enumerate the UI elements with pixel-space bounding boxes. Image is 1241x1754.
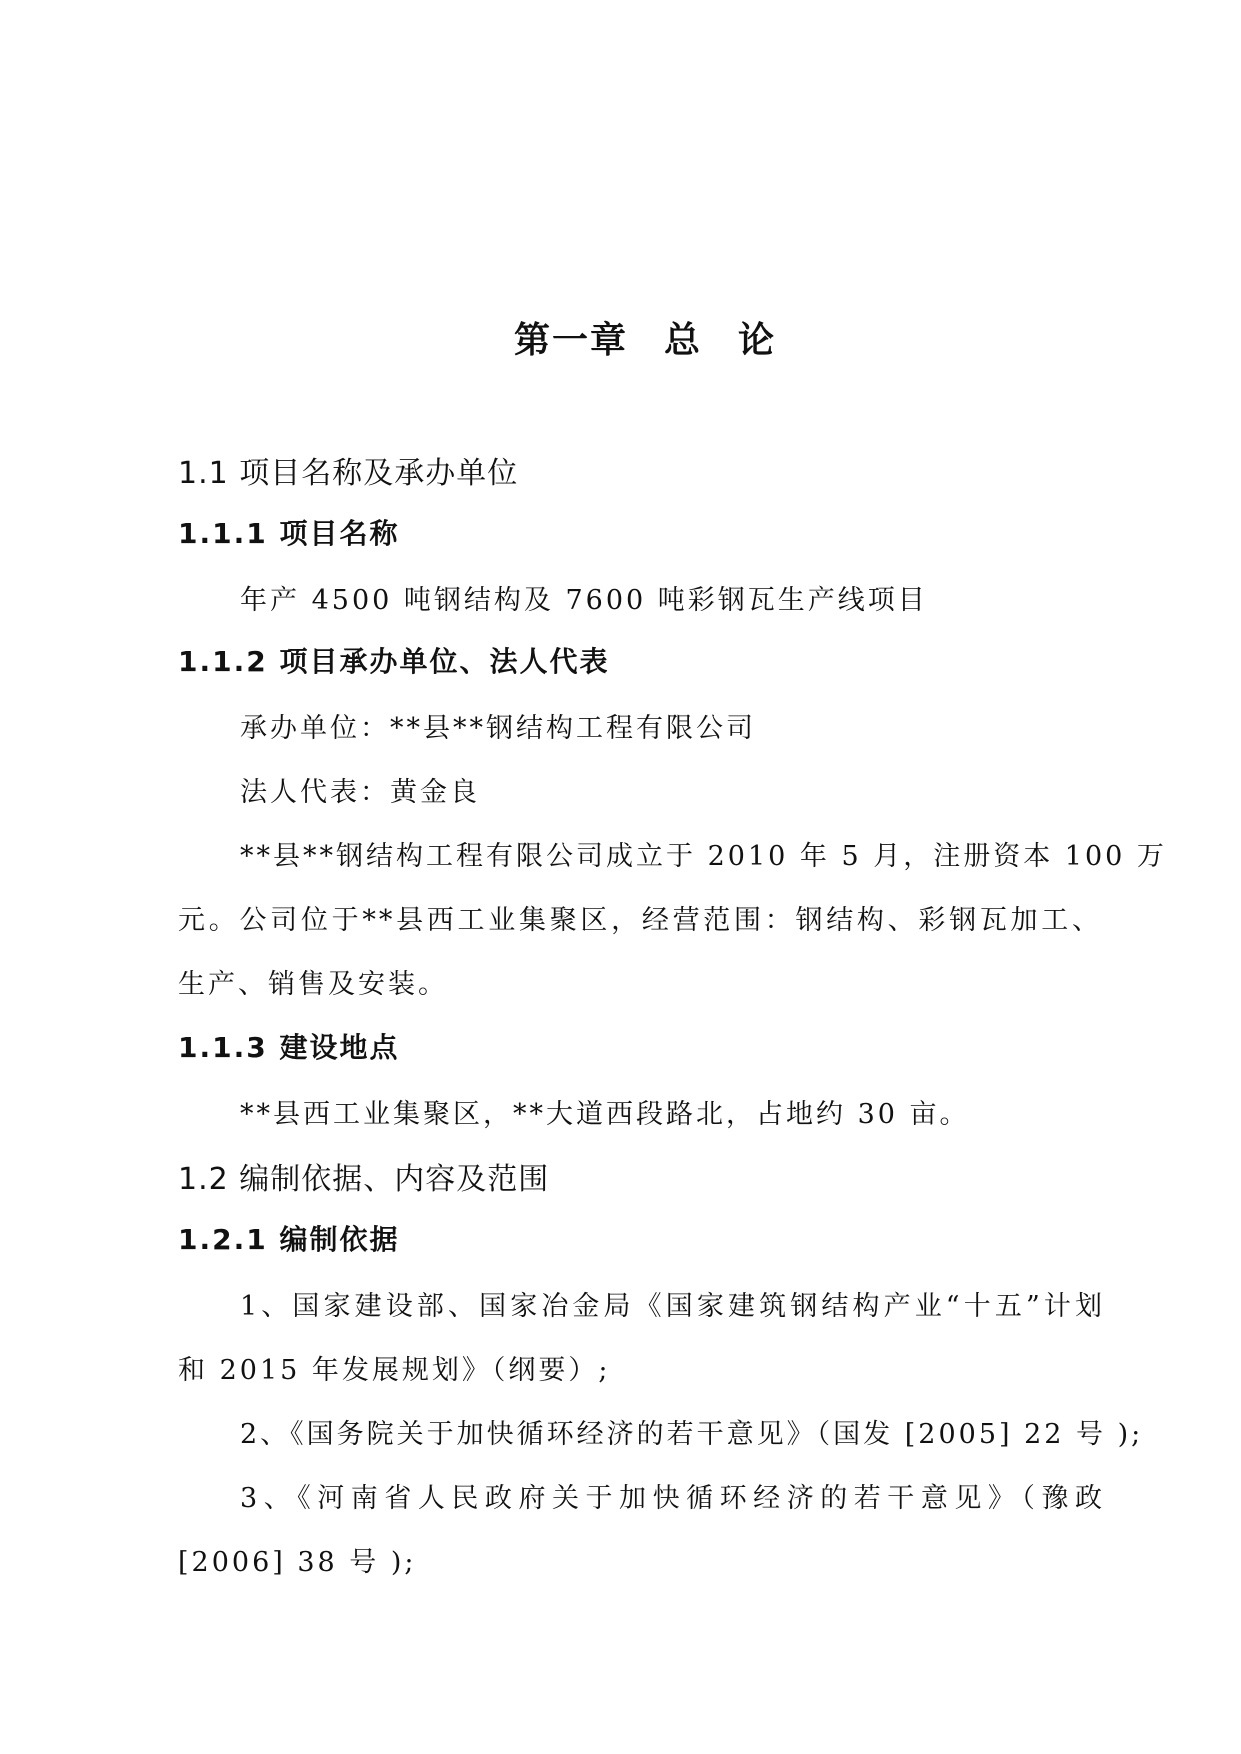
- chapter-title: [0, 312, 1241, 363]
- subsection-heading-1-1-3: 1.1.3 建设地点: [178, 1031, 400, 1064]
- chapter-title-number: 第一章: [513, 320, 628, 361]
- basis-item-1-line-1: 1、国家建设部、国家冶金局《国家建筑钢结构产业“十五”计划: [240, 1291, 1105, 1322]
- legal-representative-text: 法人代表：黄金良: [240, 777, 480, 808]
- subsection-heading-1-2-1: 1.2.1 编制依据: [178, 1223, 400, 1256]
- basis-item-2-line-1: 2、《国务院关于加快循环经济的若干意见》（国发 [2005] 22 号 );: [240, 1419, 1144, 1450]
- basis-item-1-line-2: 和 2015 年发展规划》（纲要）;: [178, 1355, 611, 1386]
- chapter-title-word1: 总: [663, 320, 702, 361]
- subsection-heading-1-1-2: 1.1.2 项目承办单位、法人代表: [178, 645, 610, 678]
- chapter-title-word2: 论: [738, 320, 777, 361]
- construction-site-text: **县西工业集聚区，**大道西段路北，占地约 30 亩。: [240, 1099, 970, 1130]
- company-description-line-2: 元。公司位于**县西工业集聚区，经营范围：钢结构、彩钢瓦加工、: [178, 905, 1102, 936]
- section-heading-1-1: 1.1 项目名称及承办单位: [178, 456, 519, 491]
- subsection-heading-1-1-1: 1.1.1 项目名称: [178, 517, 400, 550]
- project-name-text: 年产 4500 吨钢结构及 7600 吨彩钢瓦生产线项目: [240, 585, 928, 616]
- basis-item-3-line-2: [2006] 38 号 );: [178, 1547, 417, 1578]
- section-heading-1-2: 1.2 编制依据、内容及范围: [178, 1162, 550, 1197]
- company-description-line-3: 生产、销售及安装。: [178, 969, 448, 1000]
- company-description-line-1: **县**钢结构工程有限公司成立于 2010 年 5 月，注册资本 100 万: [240, 841, 1167, 872]
- basis-item-3-line-1: 3、《河南省人民政府关于加快循环经济的若干意见》（豫政: [240, 1483, 1105, 1514]
- undertaking-unit-text: 承办单位：**县**钢结构工程有限公司: [240, 713, 756, 744]
